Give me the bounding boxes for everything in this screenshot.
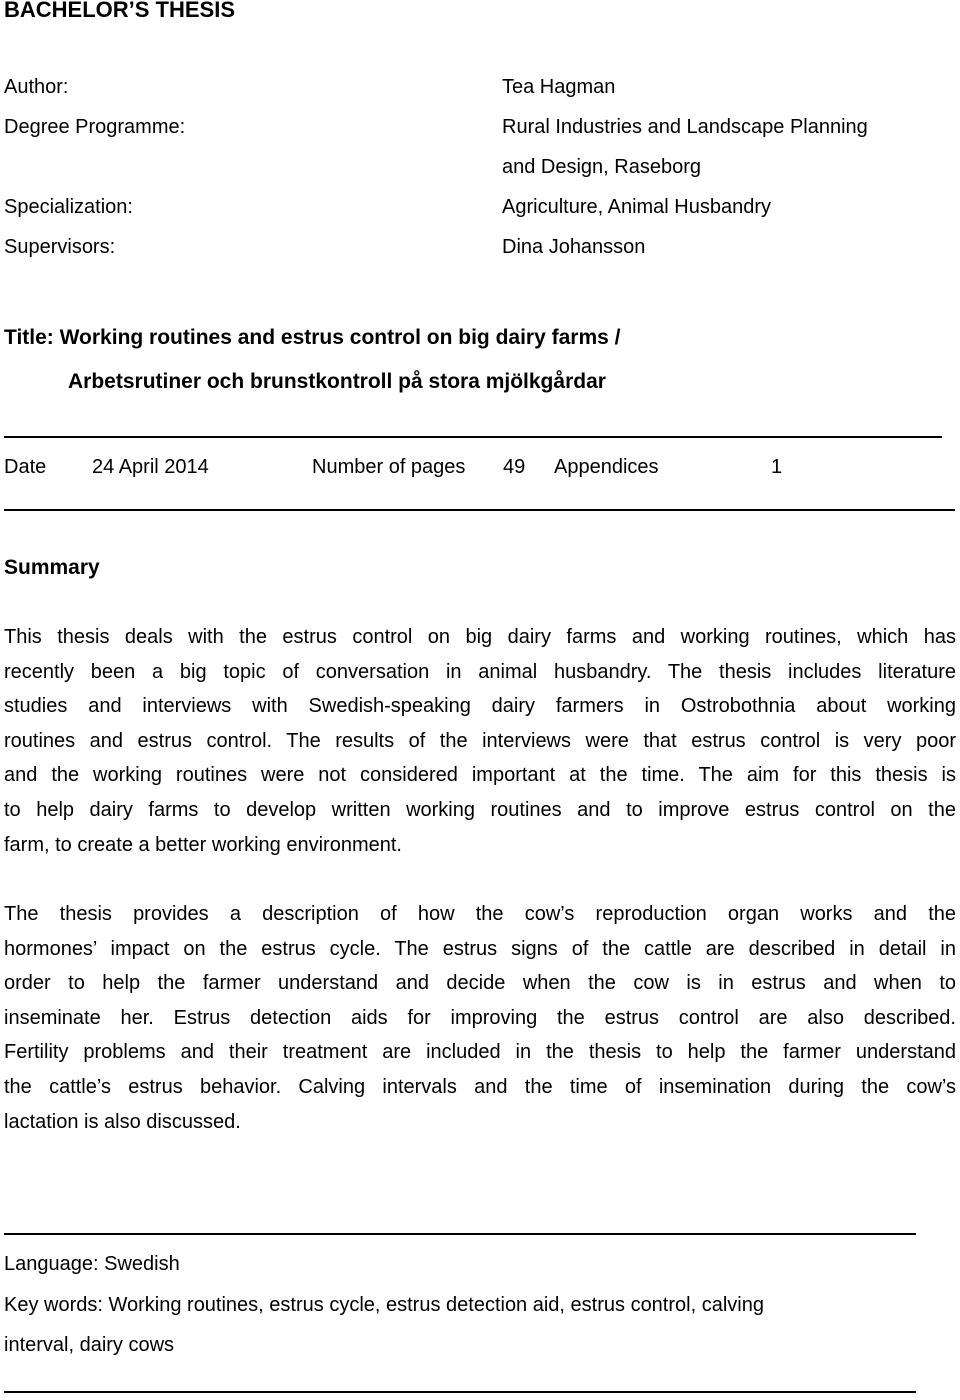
paragraph-line: recently been a big topic of conversation in animal husbandry. The thesis includes literature	[4, 660, 956, 683]
paragraph-line: Fertility problems and their treatment are included in the thesis to help the farmer understand	[4, 1041, 956, 1064]
divider-top-tail	[904, 436, 942, 438]
paragraph-line: The thesis provides a description of how the cow’s reproduction organ works and the	[4, 903, 956, 925]
paragraph-line: and the working routines were not considered important at the time. The aim for this thesis is	[4, 764, 956, 787]
document-heading: BACHELOR’S THESIS	[4, 0, 236, 22]
appendices-value: 1	[771, 456, 783, 478]
divider-bottom	[4, 509, 955, 511]
paragraph-line: the cattle’s estrus behavior. Calving intervals and the time of insemination during the cow’s	[4, 1075, 956, 1098]
divider-top	[4, 436, 904, 438]
paragraph-line: lactation is also discussed.	[4, 1110, 241, 1133]
summary-heading: Summary	[4, 556, 100, 579]
supervisors-value: Dina Johansson	[502, 236, 646, 258]
paragraph-line: to help dairy farms to develop written working routines and to improve estrus control on the	[4, 798, 956, 821]
paragraph-line: farm, to create a better working environment.	[4, 833, 402, 856]
paragraph-line: routines and estrus control. The results of the interviews were that estrus control is very poor	[4, 729, 956, 752]
paragraph-line: hormones’ impact on the estrus cycle. The estrus signs of the cattle are described in detail in	[4, 937, 956, 960]
thesis-title-line2: Arbetsrutiner och brunstkontroll på stora mjölkgårdar	[68, 370, 606, 393]
keywords-line1: Key words: Working routines, estrus cycle, estrus detection aid, estrus control, calving	[4, 1294, 764, 1316]
programme-value-line1: Rural Industries and Landscape Planning	[502, 116, 868, 138]
paragraph-line: order to help the farmer understand and decide when the cow is in estrus and when to	[4, 972, 956, 995]
specialization-label: Specialization:	[4, 196, 133, 218]
pages-label: Number of pages	[312, 456, 466, 478]
divider-footer	[4, 1233, 916, 1235]
pages-value: 49	[503, 456, 526, 478]
thesis-title-line1: Title: Working routines and estrus control on big dairy farms /	[4, 326, 621, 349]
paragraph-line: inseminate her. Estrus detection aids for improving the estrus control are also described.	[4, 1006, 956, 1029]
programme-value-line2: and Design, Raseborg	[502, 156, 702, 178]
date-label: Date	[4, 456, 47, 478]
specialization-value: Agriculture, Animal Husbandry	[502, 196, 772, 218]
date-value: 24 April 2014	[92, 456, 209, 478]
programme-label: Degree Programme:	[4, 116, 186, 138]
divider-end	[4, 1391, 916, 1393]
author-label: Author:	[4, 76, 69, 98]
language-line: Language: Swedish	[4, 1253, 180, 1275]
supervisors-label: Supervisors:	[4, 236, 116, 258]
keywords-line2: interval, dairy cows	[4, 1334, 175, 1356]
summary-paragraph-2	[4, 897, 956, 1139]
paragraph-line: This thesis deals with the estrus control on big dairy farms and working routines, which has	[4, 626, 956, 648]
summary-paragraph-1	[4, 620, 956, 862]
paragraph-line: studies and interviews with Swedish-speaking dairy farmers in Ostrobothnia about working	[4, 695, 956, 718]
appendices-label: Appendices	[554, 456, 659, 478]
author-value: Tea Hagman	[502, 76, 616, 98]
